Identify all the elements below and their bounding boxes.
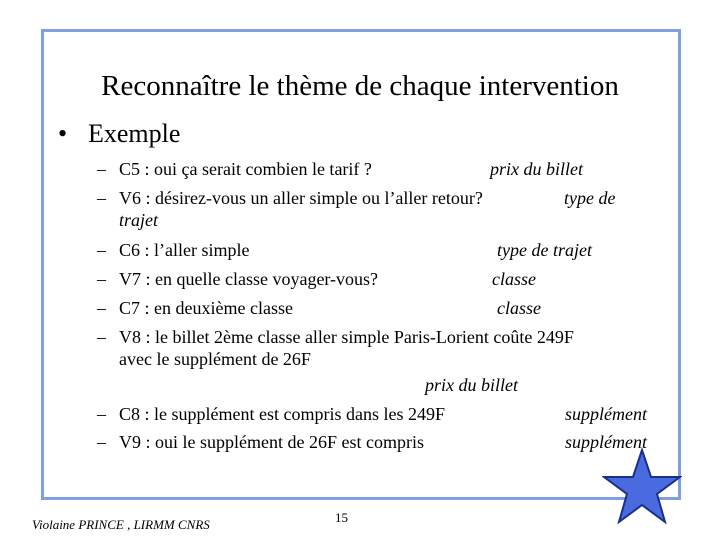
dialogue-line-c7: C7 : en deuxième classe [119, 298, 293, 318]
dash: – [97, 404, 106, 424]
dash: – [97, 327, 106, 347]
theme-tag-v8: prix du billet [425, 375, 518, 395]
theme-tag-v6-cont: trajet [119, 210, 158, 230]
dialogue-line-v6: V6 : désirez-vous un aller simple ou l’aller retour? [119, 188, 483, 208]
dialogue-line-v8: V8 : le billet 2ème classe aller simple Paris-Lorient coûte 249F [119, 327, 574, 347]
dialogue-line-v9: V9 : oui le supplément de 26F est compris [119, 432, 424, 452]
dash: – [97, 298, 106, 318]
dash: – [97, 432, 106, 452]
theme-tag-c5: prix du billet [490, 159, 583, 179]
star-icon [602, 447, 682, 527]
star-shape [604, 450, 680, 522]
bullet-dot: • [58, 119, 68, 148]
dash: – [97, 240, 106, 260]
footer-author: Violaine PRINCE , LIRMM CNRS [32, 517, 210, 532]
dialogue-line-c8: C8 : le supplément est compris dans les 249F [119, 404, 445, 424]
dash: – [97, 188, 106, 208]
bullet-label: Exemple [88, 119, 181, 148]
dialogue-line-v7: V7 : en quelle classe voyager-vous? [119, 269, 379, 289]
theme-tag-c6: type de trajet [497, 240, 592, 260]
page-number: 15 [335, 510, 348, 525]
dialogue-line-v8-cont: avec le supplément de 26F [119, 349, 311, 369]
bullet-example [58, 118, 180, 150]
theme-tag-v6: type de [564, 188, 616, 208]
theme-tag-v9: supplément [565, 432, 647, 452]
dash: – [97, 269, 106, 289]
theme-tag-c7: classe [497, 298, 541, 318]
dash: – [97, 159, 106, 179]
dialogue-line-c5: C5 : oui ça serait combien le tarif ? [119, 159, 372, 179]
dialogue-line-c6: C6 : l’aller simple [119, 240, 250, 260]
slide-title: Reconnaître le thème de chaque intervention [101, 70, 619, 102]
theme-tag-v7: classe [492, 269, 536, 289]
theme-tag-c8: supplément [565, 404, 647, 424]
